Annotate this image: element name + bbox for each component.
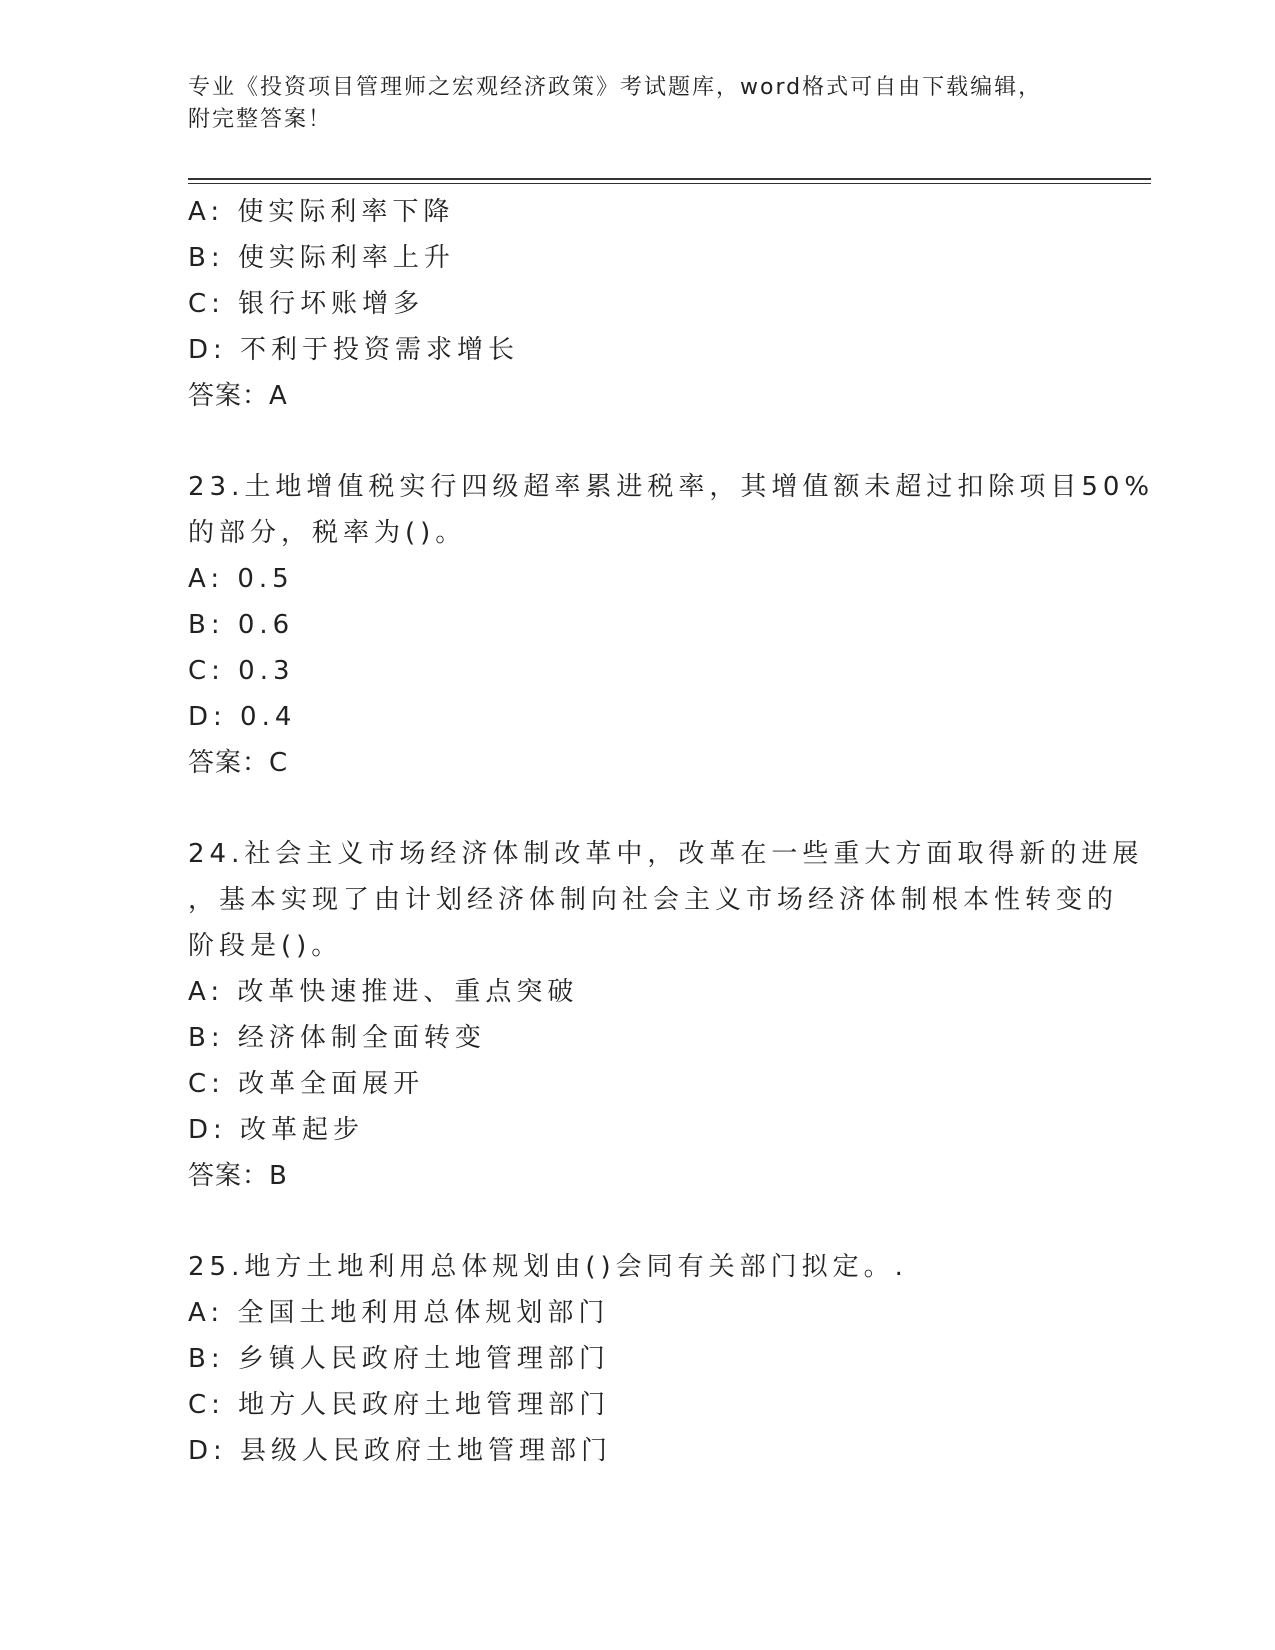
question-text: 阶段是()。: [188, 931, 343, 961]
answer-line: 答案：A: [188, 381, 288, 411]
question-23: [188, 464, 1155, 786]
document-header: 专业《投资项目管理师之宏观经济政策》考试题库，word格式可自由下载编辑， 附完整答案！: [188, 75, 1043, 132]
question-24: [188, 831, 1148, 1199]
option-a: A: 改革快速推进、重点突破: [188, 977, 579, 1007]
question-text: 23.土地增值税实行四级超率累进税率，其增值额未超过扣除项目50%: [188, 472, 1155, 502]
option-b: B: 乡镇人民政府土地管理部门: [188, 1344, 610, 1374]
question-25: [188, 1244, 1148, 1474]
option-d: D: 县级人民政府土地管理部门: [188, 1436, 613, 1466]
question-text: 24.社会主义市场经济体制改革中，改革在一些重大方面取得新的进展: [188, 839, 1144, 869]
header-divider: [188, 178, 1151, 184]
option-c: C: 改革全面展开: [188, 1069, 425, 1099]
option-a: A: 使实际利率下降: [188, 197, 455, 227]
answer-line: 答案：B: [188, 1161, 288, 1191]
option-d: D: 不利于投资需求增长: [188, 335, 520, 365]
question-text: 的部分，税率为()。: [188, 518, 467, 548]
option-b: B: 0.6: [188, 610, 295, 640]
question-text: 25.地方土地利用总体规划由()会同有关部门拟定。.: [188, 1252, 908, 1282]
option-b: B: 使实际利率上升: [188, 243, 455, 273]
question-text: ，基本实现了由计划经济体制向社会主义市场经济体制根本性转变的: [188, 885, 1119, 915]
answer-line: 答案：C: [188, 748, 289, 778]
option-b: B: 经济体制全面转变: [188, 1023, 486, 1053]
option-c: C: 0.3: [188, 656, 295, 686]
option-c: C: 地方人民政府土地管理部门: [188, 1390, 611, 1420]
question-content: [188, 189, 1155, 1474]
option-d: D: 0.4: [188, 702, 297, 732]
option-a: A: 0.5: [188, 564, 294, 594]
option-d: D: 改革起步: [188, 1115, 365, 1145]
option-a: A: 全国土地利用总体规划部门: [188, 1298, 610, 1328]
option-c: C: 银行坏账增多: [188, 289, 425, 319]
